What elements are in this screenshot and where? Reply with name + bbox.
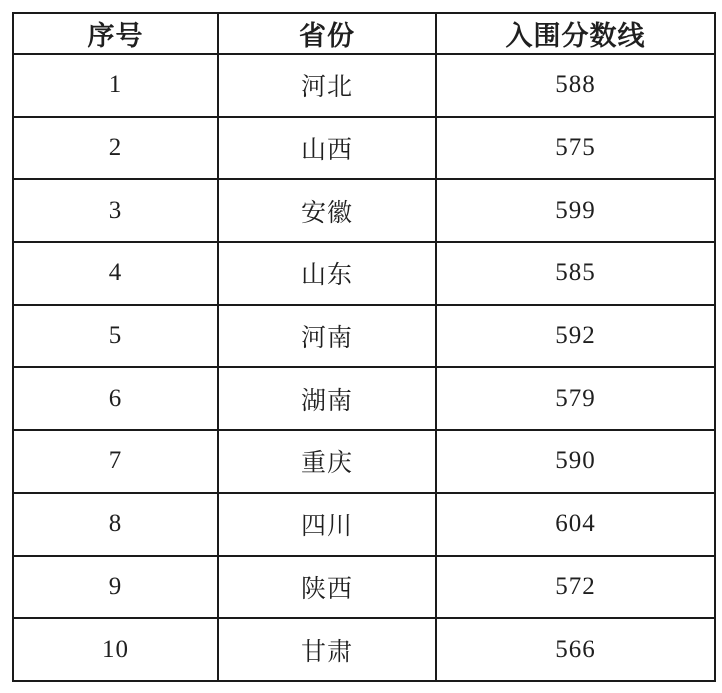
province-cell: 重庆 — [218, 430, 436, 493]
table-row — [13, 179, 715, 242]
score-cell: 572 — [436, 556, 715, 619]
index-cell: 6 — [13, 367, 218, 430]
score-cell: 592 — [436, 305, 715, 368]
index-cell: 8 — [13, 493, 218, 556]
table-row — [13, 556, 715, 619]
score-cell: 575 — [436, 117, 715, 180]
index-cell: 9 — [13, 556, 218, 619]
table-row — [13, 493, 715, 556]
province-cell: 安徽 — [218, 179, 436, 242]
index-cell: 7 — [13, 430, 218, 493]
province-cell: 甘肃 — [218, 618, 436, 681]
province-cell: 山东 — [218, 242, 436, 305]
index-cell: 5 — [13, 305, 218, 368]
province-cell: 陕西 — [218, 556, 436, 619]
province-cell: 四川 — [218, 493, 436, 556]
index-cell: 2 — [13, 117, 218, 180]
index-cell: 1 — [13, 54, 218, 117]
score-cell: 604 — [436, 493, 715, 556]
admission-score-table — [12, 12, 716, 682]
province-cell: 山西 — [218, 117, 436, 180]
score-cell: 585 — [436, 242, 715, 305]
table-row — [13, 242, 715, 305]
score-cell: 588 — [436, 54, 715, 117]
province-cell: 河南 — [218, 305, 436, 368]
table-row — [13, 117, 715, 180]
table-row — [13, 305, 715, 368]
index-cell: 4 — [13, 242, 218, 305]
score-cell: 590 — [436, 430, 715, 493]
column-header-score: 入围分数线 — [436, 13, 715, 54]
table-row — [13, 54, 715, 117]
province-cell: 河北 — [218, 54, 436, 117]
score-cell: 579 — [436, 367, 715, 430]
column-header-province: 省份 — [218, 13, 436, 54]
score-cell: 566 — [436, 618, 715, 681]
table-row — [13, 430, 715, 493]
province-cell: 湖南 — [218, 367, 436, 430]
column-header-index: 序号 — [13, 13, 218, 54]
table-row — [13, 367, 715, 430]
table-body — [13, 54, 715, 681]
score-cell: 599 — [436, 179, 715, 242]
header-row — [13, 13, 715, 54]
table-row — [13, 618, 715, 681]
index-cell: 3 — [13, 179, 218, 242]
index-cell: 10 — [13, 618, 218, 681]
